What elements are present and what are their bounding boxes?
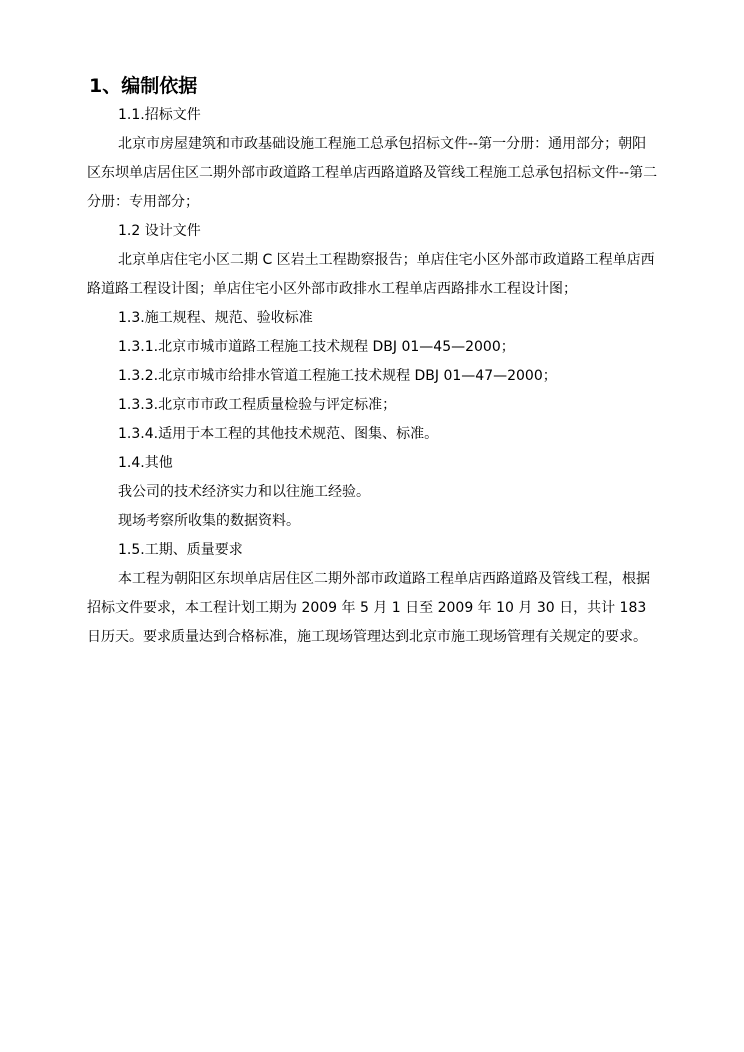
list-item-1-3-2: 1.3.2.北京市城市给排水管道工程施工技术规程 DBJ 01—47—2000； xyxy=(118,368,557,384)
subsection-title-1-1: 1.1.招标文件 xyxy=(118,107,201,123)
section-heading: 1、编制依据 xyxy=(89,75,198,97)
subsection-title-1-5: 1.5.工期、质量要求 xyxy=(118,542,243,558)
list-item-1-3-1: 1.3.1.北京市城市道路工程施工技术规程 DBJ 01—45—2000； xyxy=(118,339,515,355)
paragraph-company-capability: 我公司的技术经济实力和以往施工经验。 xyxy=(118,484,370,500)
paragraph-schedule-quality: 本工程为朝阳区东坝单店居住区二期外部市政道路工程单店西路道路及管线工程，根据招标文件要求，本工程计划工期为 2009 年 5 月 1 日至 2009 年 10 月 30 日，共计 183 日历天。要求质量达到合格标准，施工现场管理达到北京市施工现场管理有关规定的要求。 xyxy=(87,571,650,645)
subsection-title-1-3: 1.3.施工规程、规范、验收标准 xyxy=(118,310,313,326)
paragraph-site-survey: 现场考察所收集的数据资料。 xyxy=(118,513,300,529)
subsection-title-1-2: 1.2 设计文件 xyxy=(118,223,201,239)
subsection-title-1-4: 1.4.其他 xyxy=(118,455,173,471)
document-body xyxy=(87,101,659,652)
paragraph-tender-documents: 北京市房屋建筑和市政基础设施工程施工总承包招标文件--第一分册：通用部分；朝阳区东坝单店居住区二期外部市政道路工程单店西路道路及管线工程施工总承包招标文件--第二分册：专用部分； xyxy=(87,136,658,210)
list-item-1-3-3: 1.3.3.北京市市政工程质量检验与评定标准； xyxy=(118,397,397,413)
paragraph-design-documents: 北京单店住宅小区二期 C 区岩土工程勘察报告；单店住宅小区外部市政道路工程单店西路道路工程设计图；单店住宅小区外部市政排水工程单店西路排水工程设计图； xyxy=(87,252,655,297)
list-item-1-3-4: 1.3.4.适用于本工程的其他技术规范、图集、标准。 xyxy=(118,426,439,442)
